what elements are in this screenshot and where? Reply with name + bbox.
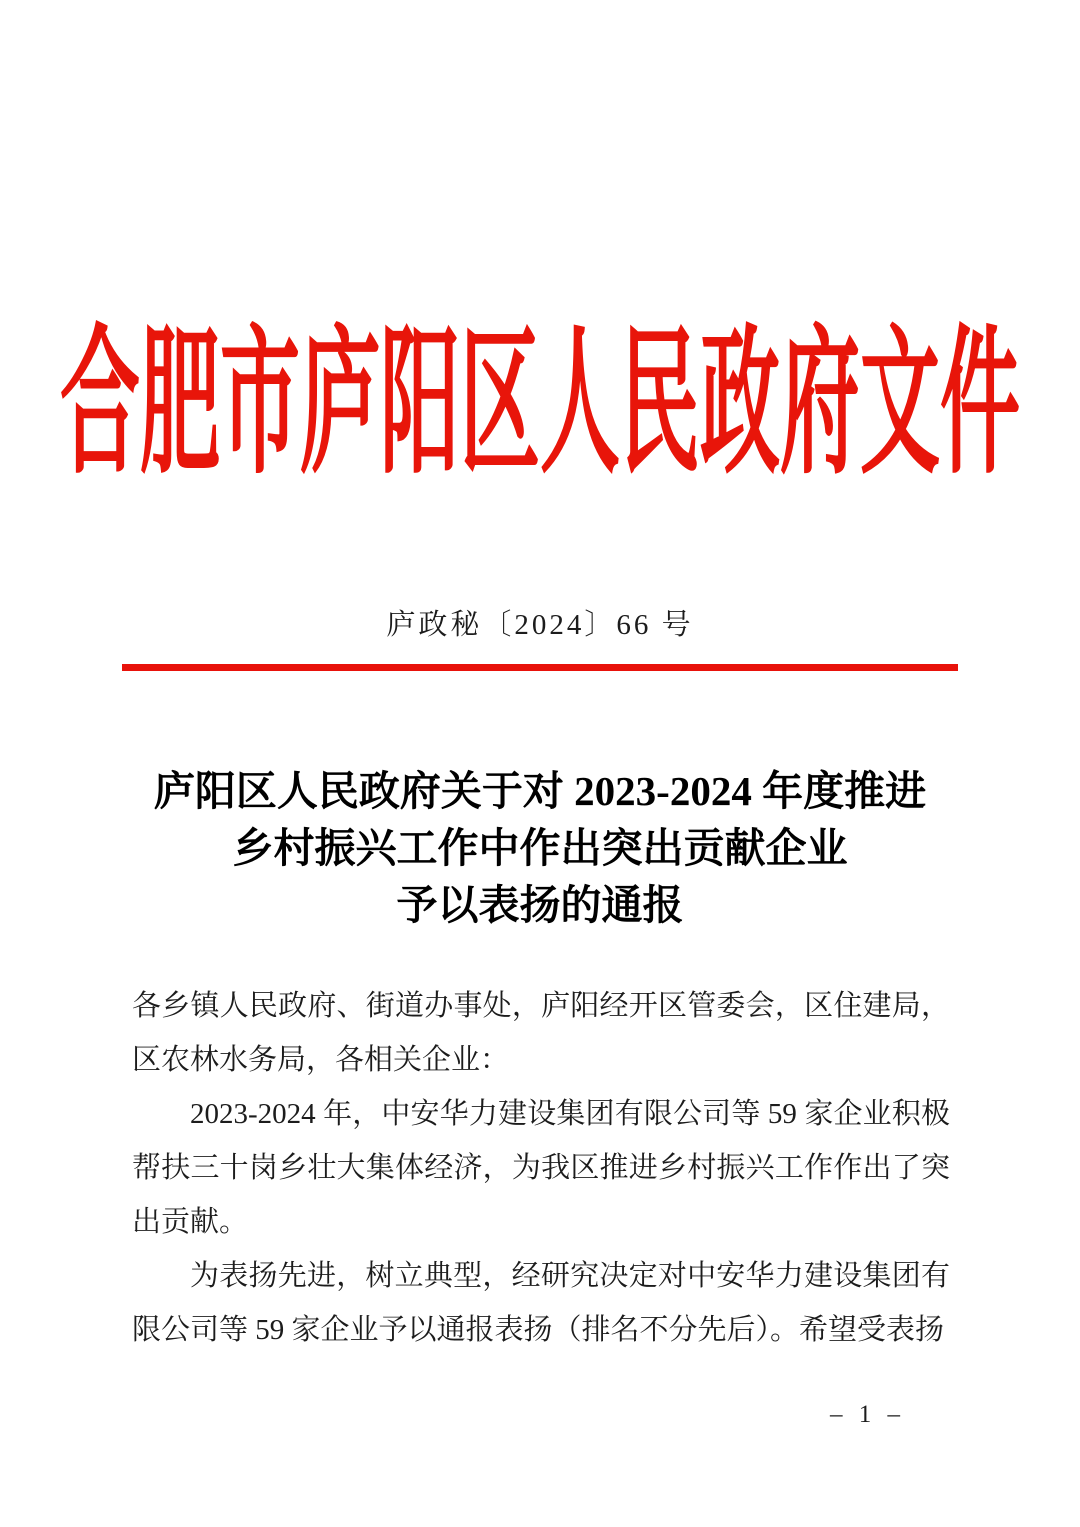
document-title-line-2: 乡村振兴工作中作出突出贡献企业 (232, 825, 848, 871)
red-divider-rule (122, 664, 958, 671)
page-number: – 1 – (830, 1401, 905, 1428)
document-title-line-3: 予以表扬的通报 (396, 882, 684, 928)
body-salutation: 各乡镇人民政府、街道办事处，庐阳经开区管委会，区住建局，区农林水务局，各相关企业： (132, 990, 950, 1076)
document-reference-number: 庐政秘〔2024〕66 号 (386, 609, 694, 641)
document-body (132, 979, 950, 1357)
government-masthead-title: 合肥市庐阳区人民政府文件 (60, 318, 1020, 494)
body-paragraph-1: 2023-2024 年，中安华力建设集团有限公司等 59 家企业积极帮扶三十岗乡壮大集体经济，为我区推进乡村振兴工作作出了突出贡献。 (132, 1098, 950, 1238)
document-title-line-1: 庐阳区人民政府关于对 2023-2024 年度推进 (153, 768, 927, 814)
body-paragraph-2: 为表扬先进，树立典型，经研究决定对中安华力建设集团有限公司等 59 家企业予以通报表扬（排名不分先后）。希望受表扬 (132, 1260, 950, 1346)
document-title (0, 763, 1080, 934)
